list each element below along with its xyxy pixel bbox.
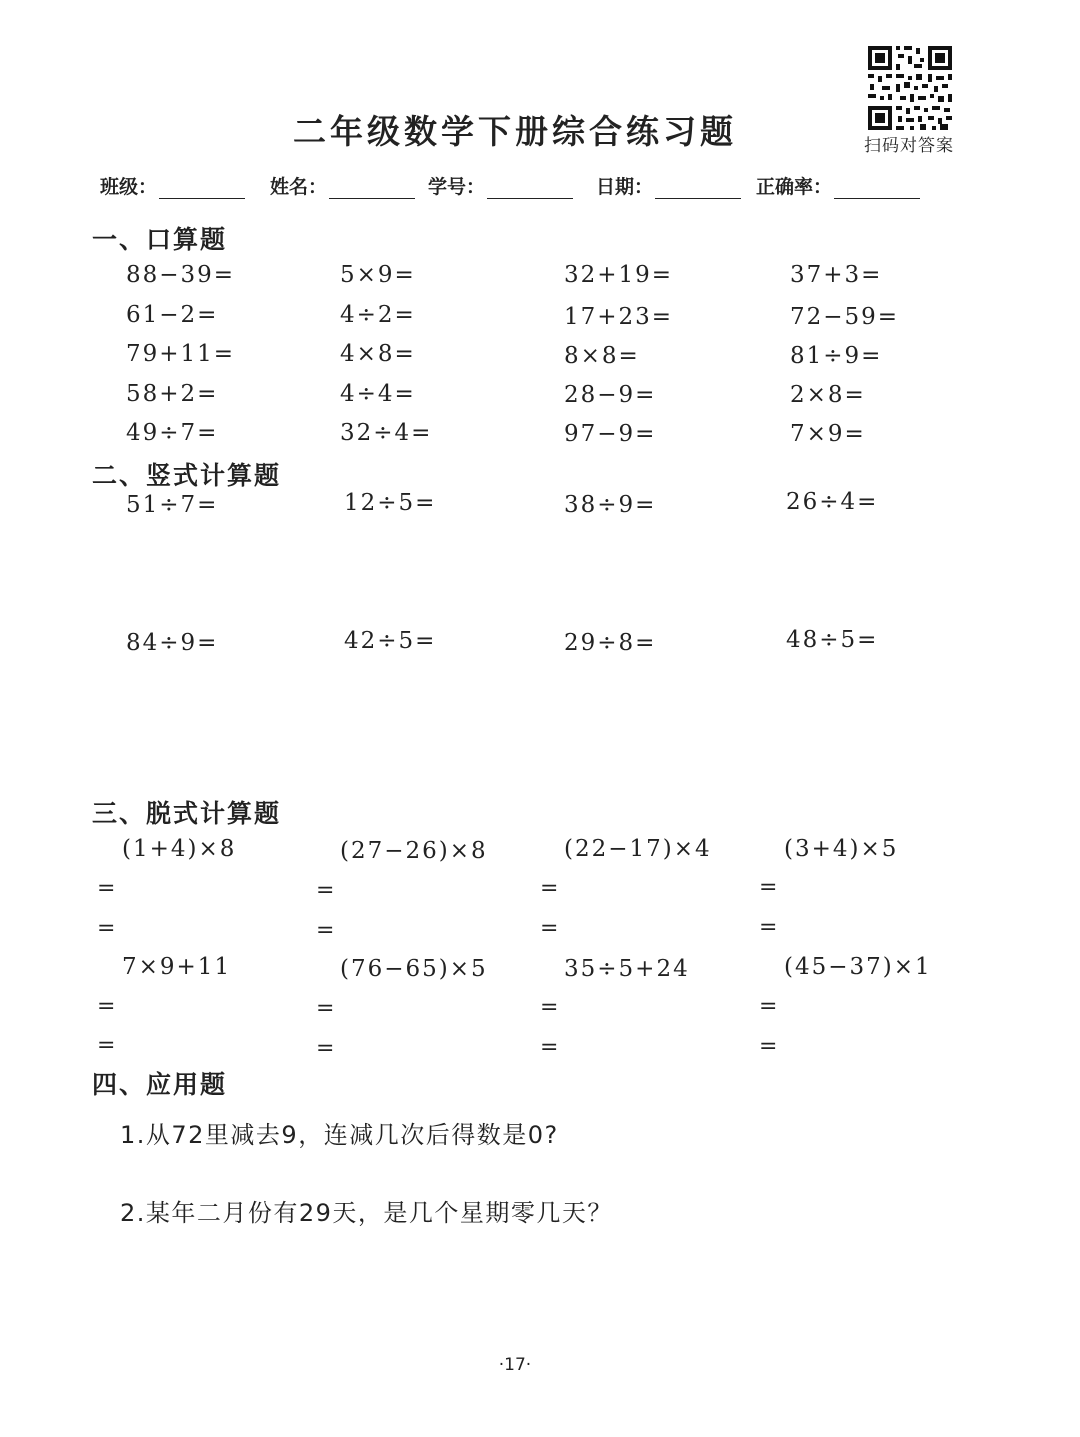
equals-sign: = [316, 1036, 335, 1061]
vertical-problem: 84÷9= [126, 630, 219, 656]
equals-sign: = [97, 994, 116, 1019]
section1-title: 一、口算题 [92, 225, 228, 254]
stepwise-problem: (22−17)×4 [564, 836, 712, 862]
class-label: 班级： [100, 176, 158, 198]
student-id-field[interactable] [428, 172, 573, 199]
equals-sign: = [759, 994, 778, 1019]
equals-sign: = [540, 916, 559, 941]
stepwise-problem: (45−37)×1 [784, 954, 932, 980]
oral-problem: 32÷4= [340, 420, 433, 446]
stepwise-problem: (76−65)×5 [340, 956, 488, 982]
oral-problem: 4×8= [340, 341, 416, 367]
page-number: ·17· [498, 1355, 532, 1375]
name-label: 姓名： [270, 176, 328, 198]
equals-sign: = [97, 1033, 116, 1058]
equals-sign: = [759, 1034, 778, 1059]
accuracy-blank[interactable] [834, 178, 920, 199]
stepwise-problem: (3+4)×5 [784, 836, 899, 862]
stepwise-problem: (27−26)×8 [340, 838, 488, 864]
oral-problem: 79+11= [126, 341, 236, 367]
oral-problem: 72−59= [790, 304, 900, 330]
section4-title: 四、应用题 [92, 1070, 228, 1099]
oral-problem: 4÷2= [340, 302, 416, 328]
oral-problem: 88−39= [126, 262, 236, 288]
equals-sign: = [316, 918, 335, 943]
oral-problem: 4÷4= [340, 381, 416, 407]
stepwise-problem: 35÷5+24 [564, 956, 690, 982]
equals-sign: = [540, 1035, 559, 1060]
oral-problem: 37+3= [790, 262, 883, 288]
vertical-problem: 48÷5= [786, 627, 879, 653]
oral-problem: 8×8= [564, 343, 640, 369]
equals-sign: = [97, 916, 116, 941]
stepwise-problem: 7×9+11 [122, 954, 232, 980]
qr-caption: 扫码对答案 [864, 136, 954, 156]
student-id-blank[interactable] [487, 178, 573, 199]
date-label: 日期： [596, 176, 654, 198]
equals-sign: = [316, 878, 335, 903]
vertical-problem: 26÷4= [786, 489, 879, 515]
oral-problem: 17+23= [564, 304, 674, 330]
vertical-problem: 42÷5= [344, 628, 437, 654]
oral-problem: 32+19= [564, 262, 674, 288]
equals-sign: = [97, 876, 116, 901]
oral-problem: 5×9= [340, 262, 416, 288]
equals-sign: = [759, 875, 778, 900]
word-problem: 1.从72里减去9，连减几次后得数是0? [120, 1121, 559, 1149]
equals-sign: = [316, 996, 335, 1021]
stepwise-problem: (1+4)×8 [122, 836, 237, 862]
word-problem: 2.某年二月份有29天，是几个星期零几天？ [120, 1199, 613, 1227]
equals-sign: = [540, 876, 559, 901]
oral-problem: 7×9= [790, 421, 866, 447]
class-blank[interactable] [159, 178, 245, 199]
equals-sign: = [540, 995, 559, 1020]
accuracy-field[interactable] [756, 172, 920, 199]
class-field[interactable] [100, 172, 245, 199]
section3-title: 三、脱式计算题 [92, 799, 282, 828]
oral-problem: 61−2= [126, 302, 219, 328]
oral-problem: 58+2= [126, 381, 219, 407]
oral-problem: 97−9= [564, 421, 657, 447]
page-title: 二年级数学下册综合练习题 [293, 112, 737, 151]
name-field[interactable] [270, 172, 415, 199]
accuracy-label: 正确率： [756, 176, 833, 198]
equals-sign: = [759, 915, 778, 940]
section2-title: 二、竖式计算题 [92, 461, 282, 490]
oral-problem: 81÷9= [790, 343, 883, 369]
oral-problem: 49÷7= [126, 420, 219, 446]
oral-problem: 28−9= [564, 382, 657, 408]
vertical-problem: 38÷9= [564, 492, 657, 518]
vertical-problem: 29÷8= [564, 630, 657, 656]
date-blank[interactable] [655, 178, 741, 199]
name-blank[interactable] [329, 178, 415, 199]
vertical-problem: 51÷7= [126, 492, 219, 518]
vertical-problem: 12÷5= [344, 490, 437, 516]
oral-problem: 2×8= [790, 382, 866, 408]
date-field[interactable] [596, 172, 741, 199]
student-id-label: 学号： [428, 176, 486, 198]
